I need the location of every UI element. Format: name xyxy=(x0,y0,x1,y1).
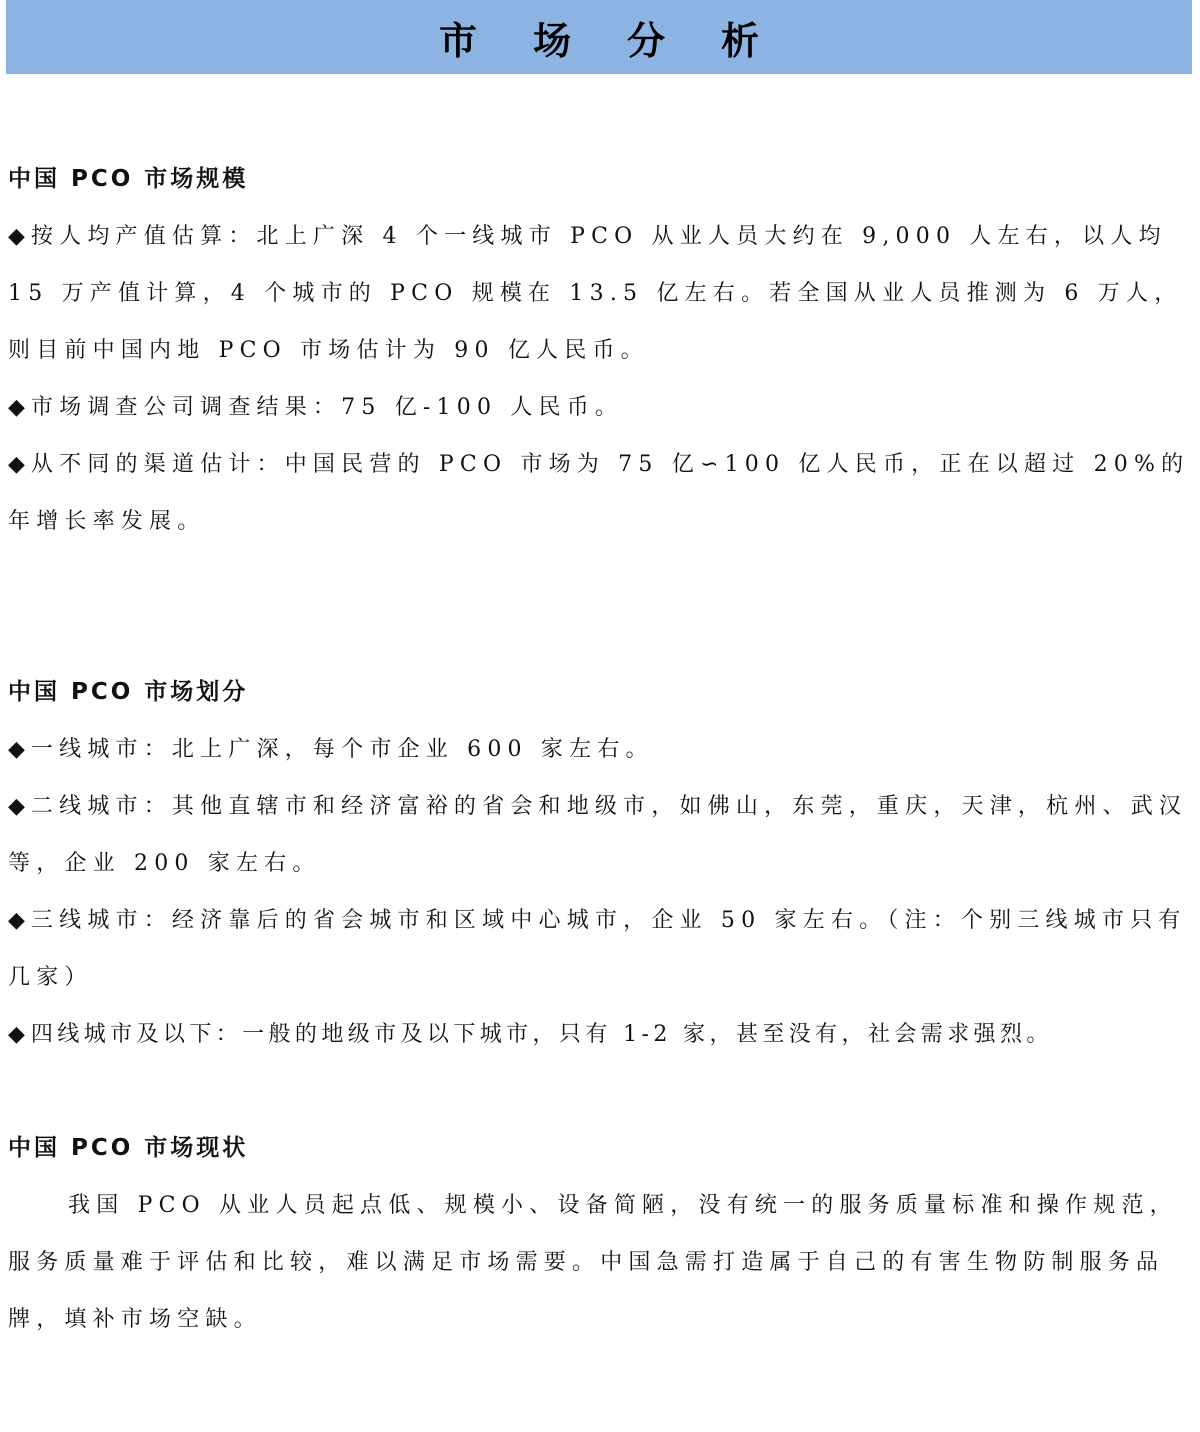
section-market-status xyxy=(8,1120,1190,1348)
bullet-paragraph xyxy=(8,721,1190,778)
paragraph-text: 二线城市：其他直辖市和经济富裕的省会和地级市，如佛山，东莞，重庆，天津，杭州、武汉等，企业 200 家左右。 xyxy=(8,794,1188,876)
bullet-paragraph xyxy=(8,892,1190,1006)
diamond-bullet-icon: ◆ xyxy=(8,224,25,249)
section-heading: 中国 PCO 市场规模 xyxy=(8,166,249,192)
diamond-bullet-icon: ◆ xyxy=(8,908,25,933)
diamond-bullet-icon: ◆ xyxy=(8,794,25,819)
section-heading: 中国 PCO 市场现状 xyxy=(8,1135,249,1161)
bullet-paragraph xyxy=(8,778,1190,892)
document-body xyxy=(8,151,1190,1348)
section-heading: 中国 PCO 市场划分 xyxy=(8,679,249,705)
bullet-paragraph xyxy=(8,1006,1190,1063)
section-market-division xyxy=(8,664,1190,1063)
diamond-bullet-icon: ◆ xyxy=(8,452,25,477)
body-paragraph: 我国 PCO 从业人员起点低、规模小、设备简陋，没有统一的服务质量标准和操作规范，服务质量难于评估和比较，难以满足市场需要。中国急需打造属于自己的有害生物防制服务品牌，填补市场空缺。 xyxy=(8,1193,1178,1332)
paragraph-text: 按人均产值估算：北上广深 4 个一线城市 PCO 从业人员大约在 9,000 人左右，以人均 15 万产值计算，4 个城市的 PCO 规模在 13.5 亿左右。若全国从业人员推测为 6 万人，则目前中国内地 PCO 市场估计为 90 亿人民币。 xyxy=(8,224,1183,363)
paragraph-text: 从不同的渠道估计：中国民营的 PCO 市场为 75 亿∽100 亿人民币，正在以超过 20%的年增长率发展。 xyxy=(8,452,1190,534)
page-title: 市场分析 xyxy=(438,18,815,63)
diamond-bullet-icon: ◆ xyxy=(8,737,25,762)
paragraph-text: 一线城市：北上广深，每个市企业 600 家左右。 xyxy=(30,737,654,762)
spacer xyxy=(8,1063,1190,1120)
paragraph-text: 三线城市：经济靠后的省会城市和区域中心城市，企业 50 家左右。（注：个别三线城市只有几家） xyxy=(8,908,1187,990)
section-market-size xyxy=(8,151,1190,550)
bullet-paragraph xyxy=(8,436,1190,550)
diamond-bullet-icon: ◆ xyxy=(8,1022,25,1047)
bullet-paragraph xyxy=(8,208,1190,379)
title-banner xyxy=(6,0,1192,74)
spacer xyxy=(8,550,1190,664)
diamond-bullet-icon: ◆ xyxy=(8,395,25,420)
paragraph-text: 四线城市及以下：一般的地级市及以下城市，只有 1-2 家，甚至没有，社会需求强烈。 xyxy=(30,1022,1053,1047)
bullet-paragraph xyxy=(8,379,1190,436)
paragraph-text: 市场调查公司调查结果：75 亿-100 人民币。 xyxy=(30,395,624,420)
